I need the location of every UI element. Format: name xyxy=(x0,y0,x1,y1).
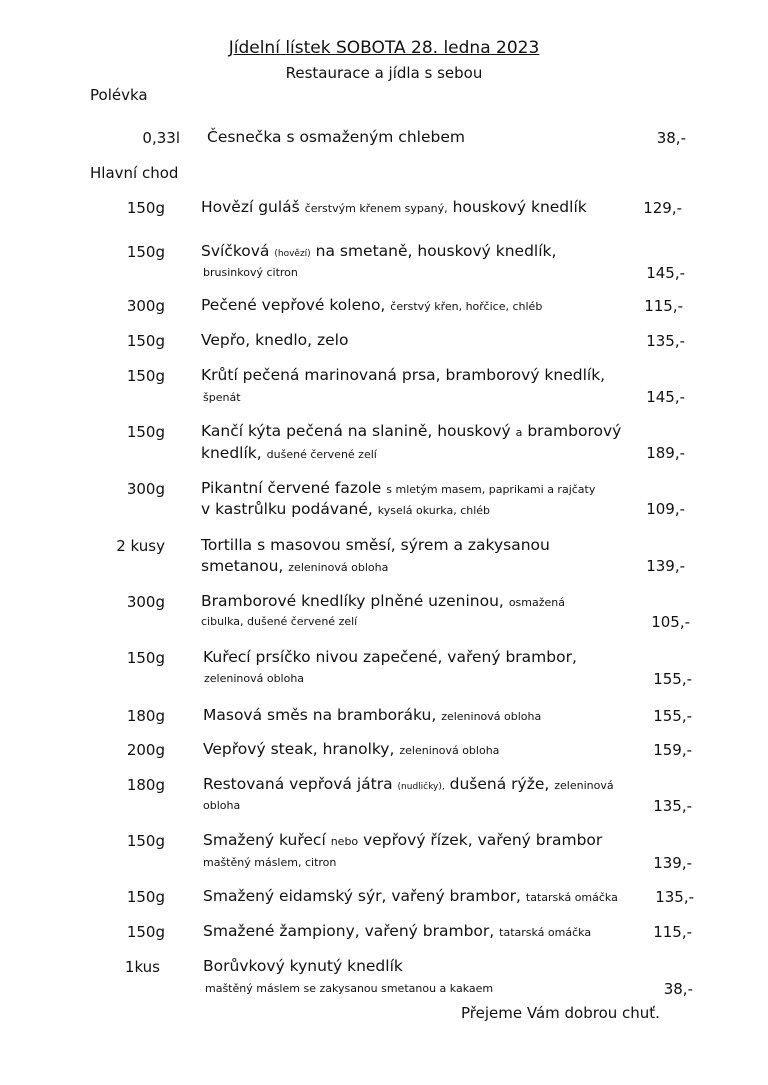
item-side-note: zeleninová xyxy=(554,779,614,792)
item-price: 115,- xyxy=(644,297,683,315)
item-side: bramborový xyxy=(527,422,622,440)
item-note: špenát xyxy=(203,391,241,404)
item-name: Vepřo, knedlo, zelo xyxy=(201,331,349,349)
item-name: Tortilla s masovou směsí, sýrem a zakysanou xyxy=(201,536,550,554)
item-qty: 2 kusy xyxy=(116,537,165,555)
item-desc: osmažená xyxy=(508,596,565,609)
item-qty: 150g xyxy=(126,649,165,667)
item-qty: 150g xyxy=(126,923,165,941)
item-price: 145,- xyxy=(646,264,685,282)
item-line-2 xyxy=(201,444,377,462)
item-price: 155,- xyxy=(653,670,692,688)
item-name: Restovaná vepřová játra xyxy=(203,775,393,793)
item-price: 155,- xyxy=(653,707,692,725)
item-desc: zeleninová obloha xyxy=(399,744,500,757)
item-price: 115,- xyxy=(653,923,692,941)
item-name: Masová směs na bramboráku, xyxy=(203,706,437,724)
item-price: 105,- xyxy=(651,613,690,631)
item-line xyxy=(203,922,591,940)
item-price: 139,- xyxy=(653,854,692,872)
item-qty: 180g xyxy=(126,707,165,725)
item-price: 135,- xyxy=(655,888,694,906)
item-line xyxy=(201,422,621,440)
item-name: Bramborové knedlíky plněné uzeninou, xyxy=(201,592,504,610)
soup-price: 38,- xyxy=(656,129,686,147)
item-side: na smetaně, houskový knedlík, xyxy=(315,242,557,260)
item-qty: 300g xyxy=(126,593,165,611)
item-line xyxy=(201,296,542,314)
item-price: 159,- xyxy=(653,741,692,759)
item-line xyxy=(201,592,565,610)
section-soup: Polévka xyxy=(90,86,148,104)
item-name: Pikantní červené fazole xyxy=(201,479,382,497)
item-note: kyselá okurka, chléb xyxy=(377,504,491,517)
item-desc: čerstvým křenem sypaný, xyxy=(304,202,448,215)
item-name: Borůvkový kynutý knedlík xyxy=(203,957,403,975)
item-side: houskový knedlík xyxy=(452,198,587,216)
item-note: cibulka, dušené červené zelí xyxy=(201,615,358,628)
item-note: obloha xyxy=(203,799,241,812)
item-price: 145,- xyxy=(646,388,685,406)
item-name: Pečené vepřové koleno, xyxy=(201,296,386,314)
item-price: 139,- xyxy=(646,557,685,575)
item-desc: (nudličky), xyxy=(397,782,445,792)
item-name-cont: knedlík, xyxy=(201,444,262,462)
item-price: 109,- xyxy=(646,500,685,518)
item-line xyxy=(203,831,602,849)
closing-wish: Přejeme Vám dobrou chuť. xyxy=(461,1004,660,1022)
item-name: Krůtí pečená marinovaná prsa, bramborový knedlík, xyxy=(201,366,606,384)
item-note: zeleninová obloha xyxy=(288,561,389,574)
item-qty: 150g xyxy=(126,199,165,217)
item-line-2 xyxy=(201,557,388,575)
item-qty: 180g xyxy=(126,776,165,794)
item-price: 129,- xyxy=(643,199,682,217)
item-qty: 150g xyxy=(126,332,165,350)
item-desc: zeleninová obloha xyxy=(441,710,542,723)
item-qty: 300g xyxy=(126,480,165,498)
item-name: Kuřecí prsíčko nivou zapečené, vařený brambor, xyxy=(203,648,577,666)
item-qty: 300g xyxy=(126,297,165,315)
item-price: 135,- xyxy=(653,797,692,815)
item-qty: 150g xyxy=(126,367,165,385)
menu-title: Jídelní lístek SOBOTA 28. ledna 2023 xyxy=(228,38,540,58)
item-name: Vepřový steak, hranolky, xyxy=(203,740,395,758)
item-side: dušená rýže, xyxy=(449,775,550,793)
item-note: brusinkový citron xyxy=(203,266,298,279)
menu-subtitle: Restaurace a jídla s sebou xyxy=(285,64,483,82)
item-desc: čerstvý křen, hořčice, chléb xyxy=(390,300,543,313)
item-desc: tatarská omáčka xyxy=(499,926,592,939)
item-qty: 150g xyxy=(126,243,165,261)
item-price: 38,- xyxy=(663,980,693,998)
item-line-2 xyxy=(201,500,490,518)
item-name: Svíčková xyxy=(201,242,270,260)
item-conj: a xyxy=(515,426,523,439)
item-line xyxy=(201,242,556,260)
item-qty: 150g xyxy=(126,888,165,906)
item-desc: s mletým masem, paprikami a rajčaty xyxy=(386,483,596,496)
item-line xyxy=(203,887,618,905)
item-note: dušené červené zelí xyxy=(266,448,377,461)
item-note: maštěný máslem se zakysanou smetanou a kakaem xyxy=(205,982,494,995)
item-qty: 150g xyxy=(126,832,165,850)
item-side: vepřový řízek, vařený brambor xyxy=(363,831,603,849)
item-name: Smažený eidamský sýr, vařený brambor, xyxy=(203,887,521,905)
item-price: 189,- xyxy=(646,444,685,462)
item-note: zeleninová obloha xyxy=(204,672,305,685)
item-desc: tatarská omáčka xyxy=(525,891,618,904)
item-qty: 1kus xyxy=(124,958,160,976)
item-qty: 150g xyxy=(126,423,165,441)
item-line xyxy=(203,775,614,793)
soup-qty: 0,33l xyxy=(142,129,180,147)
item-name: Hovězí guláš xyxy=(201,198,300,216)
item-name: Smažený kuřecí xyxy=(203,831,326,849)
item-line xyxy=(203,706,541,724)
item-line xyxy=(203,740,499,758)
item-conj: nebo xyxy=(330,835,359,848)
item-line xyxy=(201,479,595,497)
item-desc: (hovězí) xyxy=(274,249,311,259)
item-qty: 200g xyxy=(126,741,165,759)
item-name: Smažené žampiony, vařený brambor, xyxy=(203,922,495,940)
soup-name: Česnečka s osmaženým chlebem xyxy=(207,128,465,146)
item-name-cont: smetanou, xyxy=(201,557,284,575)
item-name-cont: v kastrůlku podávané, xyxy=(201,500,373,518)
item-note: maštěný máslem, citron xyxy=(203,856,337,869)
section-main: Hlavní chod xyxy=(90,164,179,182)
item-name: Kančí kýta pečená na slanině, houskový xyxy=(201,422,511,440)
item-price: 135,- xyxy=(646,332,685,350)
item-line xyxy=(201,198,587,216)
